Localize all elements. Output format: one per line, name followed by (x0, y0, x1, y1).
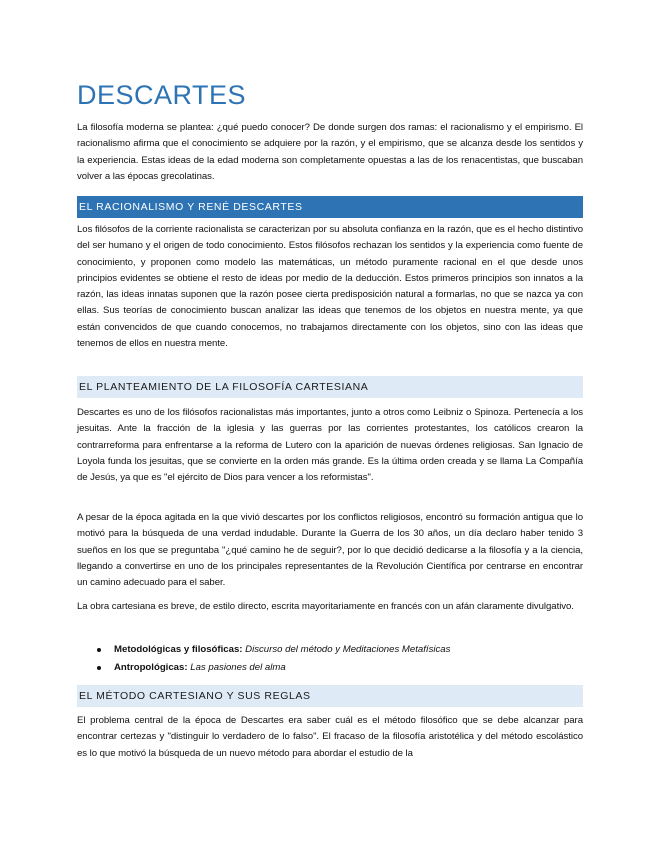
section-heading-metodo: EL MÉTODO CARTESIANO Y SUS REGLAS (77, 685, 583, 707)
works-list-block (77, 641, 583, 677)
section-planteamiento-body-3 (77, 599, 583, 615)
works-list (77, 641, 583, 677)
section-metodo-body (77, 713, 583, 762)
section-planteamiento-body-2 (77, 510, 583, 591)
work-category-label: Antropológicas: (114, 662, 188, 673)
racionalismo-paragraph: Los filósofos de la corriente racionalista se caracterizan por su absoluta confianza en la razón, que es el hecho distintivo del ser humano y el origen de todo conocimiento. Estos filósofos rechazan los sentidos y la experiencia como fuente de conocimiento, y proponen como modelo las matemáticas, un método puramente racional en el que desde unos principios evidentes se obtiene el resto de ideas por medio de la deducción. Estos primeros principios son innatos a la razón, las ideas innatas suponen que la razón posee cierta predisposición natural a formarlas, no que se nazca ya con ellas. Sus teorías de conocimiento buscan analizar las ideas que tenemos de los objetos en nuestra mente, ya que están convencidos de que cuando conocemos, no trabajamos directamente con los objetos, sino con las ideas que tenemos de ellos en nuestra mente. (77, 224, 583, 350)
work-category-label: Metodológicas y filosóficas: (114, 644, 243, 655)
intro-block (77, 120, 583, 185)
list-item (77, 641, 583, 659)
section-racionalismo-body (77, 222, 583, 352)
section-heading-planteamiento: EL PLANTEAMIENTO DE LA FILOSOFÍA CARTESIANA (77, 376, 583, 398)
page-title: DESCARTES (77, 80, 247, 110)
bullet-icon (97, 648, 101, 652)
planteamiento-paragraph-1: Descartes es uno de los filósofos racionalistas más importantes, junto a otros como Leibniz o Spinoza. Pertenecía a los jesuitas. Ante la fracción de la iglesia y las guerras por las corrientes protestantes, los católicos crearon la contrarreforma para enfrentarse a la reforma de Lutero con la aparición de nuevas órdenes religiosas. San Ignacio de Loyola funda los jesuitas, que se convierte en la orden más grande. Es la última orden creada y se llama La Compañía de Jesús, ya que es "el ejército de Dios para vencer a los reformistas". (77, 407, 583, 484)
list-item (77, 659, 583, 677)
work-titles: Las pasiones del alma (190, 662, 286, 673)
section-planteamiento-body (77, 405, 583, 486)
planteamiento-paragraph-2: A pesar de la época agitada en la que vivió descartes por los conflictos religiosos, encontró su formación antigua que lo motivó para la búsqueda de una verdad indudable. Durante la Guerra de los 30 años, un día declaro haber tenido 3 sueños en los que se preguntaba "¿qué camino he de seguir?, por lo que decidió dedicarse a la filosofía y a la ciencia, llegando a convertirse en uno de los principales representantes de la Revolución Científica por centrarse en encontrar un camino adecuado para el saber. (77, 512, 583, 589)
bullet-icon (97, 666, 101, 670)
metodo-paragraph: El problema central de la época de Descartes era saber cuál es el método filosófico que se debe alcanzar para encontrar certezas y "distinguir lo verdadero de lo falso". El fracaso de la filosofía aristotélica y del método escolástico es lo que motivó la búsqueda de un nuevo método para abordar el estudio de la (77, 715, 583, 759)
intro-paragraph: La filosofía moderna se plantea: ¿qué puedo conocer? De donde surgen dos ramas: el racionalismo y el empirismo. El racionalismo afirma que el conocimiento se adquiere por la razón, y el empirismo, que se alcanza desde los sentidos y la experiencia. Estas ideas de la edad moderna son completamente opuestas a las de los renacentistas, que buscaban volver a las épocas grecolatinas. (77, 122, 583, 182)
planteamiento-paragraph-3: La obra cartesiana es breve, de estilo directo, escrita mayoritariamente en francés con un afán claramente divulgativo. (77, 601, 574, 612)
work-titles: Discurso del método y Meditaciones Metafísicas (245, 644, 451, 655)
section-heading-racionalismo: EL RACIONALISMO Y RENÉ DESCARTES (77, 196, 583, 218)
